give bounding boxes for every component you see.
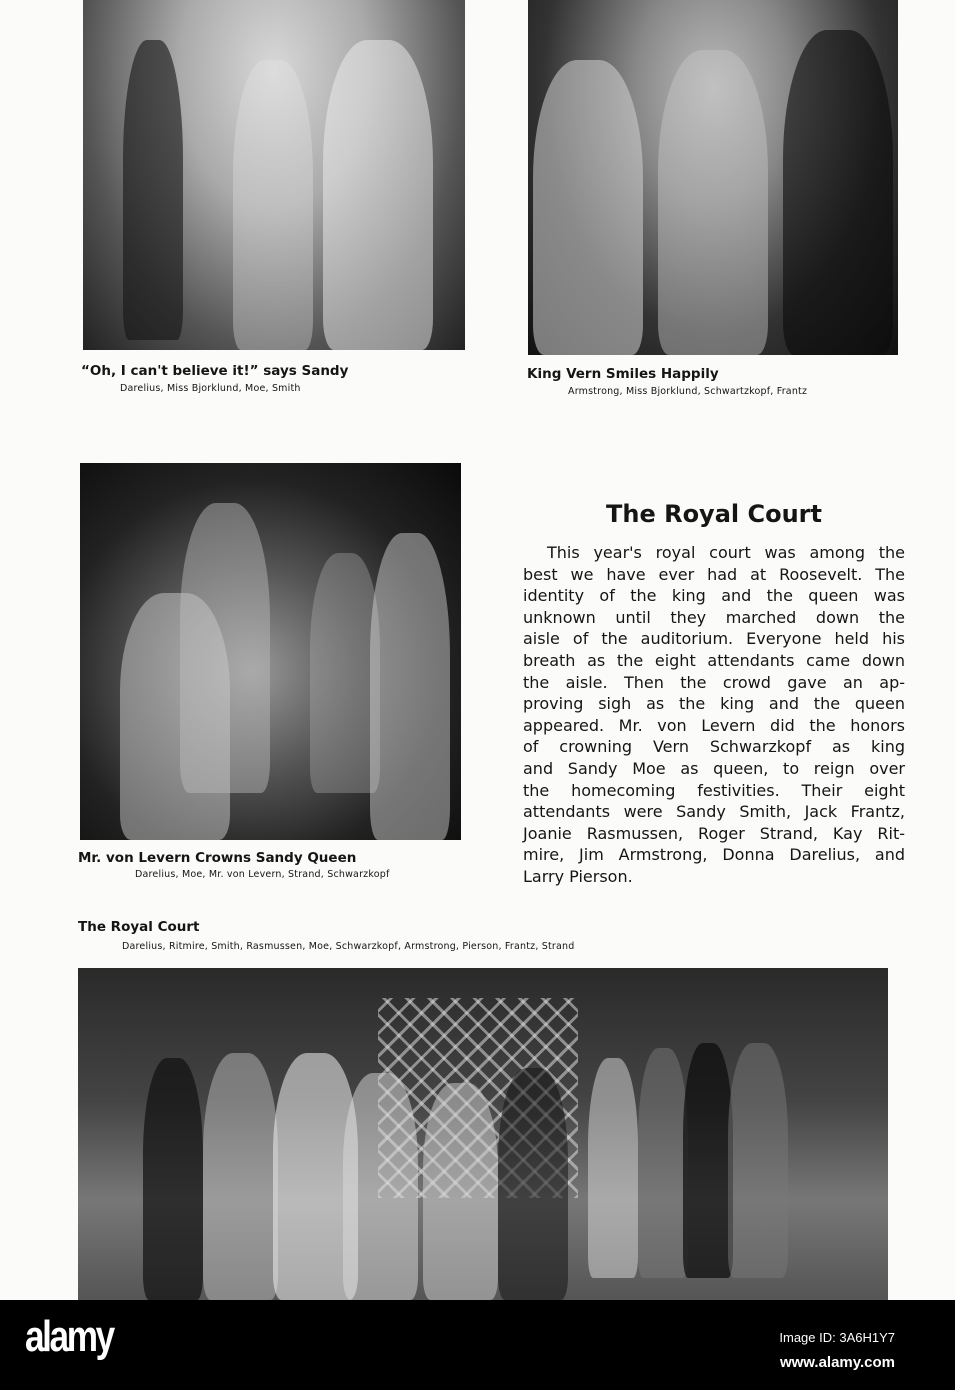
photo-royal-court: [78, 968, 888, 1300]
article-line: of crowning Vern Schwarzkopf as king: [523, 737, 905, 757]
article-body: [523, 542, 905, 888]
article-line: breath as the eight attendants came down: [523, 650, 905, 670]
article-line: appeared. Mr. von Levern did the honors: [523, 715, 905, 735]
article-title: The Royal Court: [606, 500, 822, 528]
article-line: Joanie Rasmussen, Roger Strand, Kay Rit-: [523, 823, 905, 843]
site-link[interactable]: www.alamy.com: [779, 1354, 895, 1371]
photo-caption: “Oh, I can't believe it!” says Sandy: [81, 363, 349, 379]
article-line: best we have ever had at Roosevelt. The: [523, 564, 905, 584]
photo-sandy-surprised: [83, 0, 465, 350]
image-id: Image ID: 3A6H1Y7: [779, 1330, 895, 1345]
photo-crowning: [80, 463, 461, 840]
photo-caption: King Vern Smiles Happily: [527, 366, 719, 382]
article-line: the aisle. Then the crowd gave an ap-: [523, 672, 905, 692]
watermark-footer: [0, 1300, 955, 1390]
article-line: mire, Jim Armstrong, Donna Darelius, and: [523, 845, 905, 865]
photo-names: Darelius, Moe, Mr. von Levern, Strand, Schwarzkopf: [135, 869, 390, 880]
photo-caption: Mr. von Levern Crowns Sandy Queen: [78, 850, 357, 866]
photo-names: Armstrong, Miss Bjorklund, Schwartzkopf, Frantz: [568, 386, 808, 397]
article-line: the homecoming festivities. Their eight: [523, 780, 905, 800]
photo-names: Darelius, Ritmire, Smith, Rasmussen, Moe, Schwarzkopf, Armstrong, Pierson, Frantz, Strand: [122, 941, 575, 952]
article-line: This year's royal court was among the: [547, 543, 905, 562]
article-line: proving sigh as the king and the queen: [523, 694, 905, 714]
article-line: aisle of the auditorium. Everyone held his: [523, 629, 905, 649]
photo-names: Darelius, Miss Bjorklund, Moe, Smith: [120, 383, 301, 394]
photo-king-vern: [528, 0, 898, 355]
article-line: attendants were Sandy Smith, Jack Frantz,: [523, 802, 905, 822]
article-line: and Sandy Moe as queen, to reign over: [523, 758, 905, 778]
article-line: unknown until they marched down the: [523, 607, 905, 627]
article-line: Larry Pierson.: [523, 866, 633, 886]
photo-caption: The Royal Court: [78, 919, 200, 935]
alamy-logo: alamy: [25, 1312, 113, 1361]
article-line: identity of the king and the queen was: [523, 586, 905, 606]
